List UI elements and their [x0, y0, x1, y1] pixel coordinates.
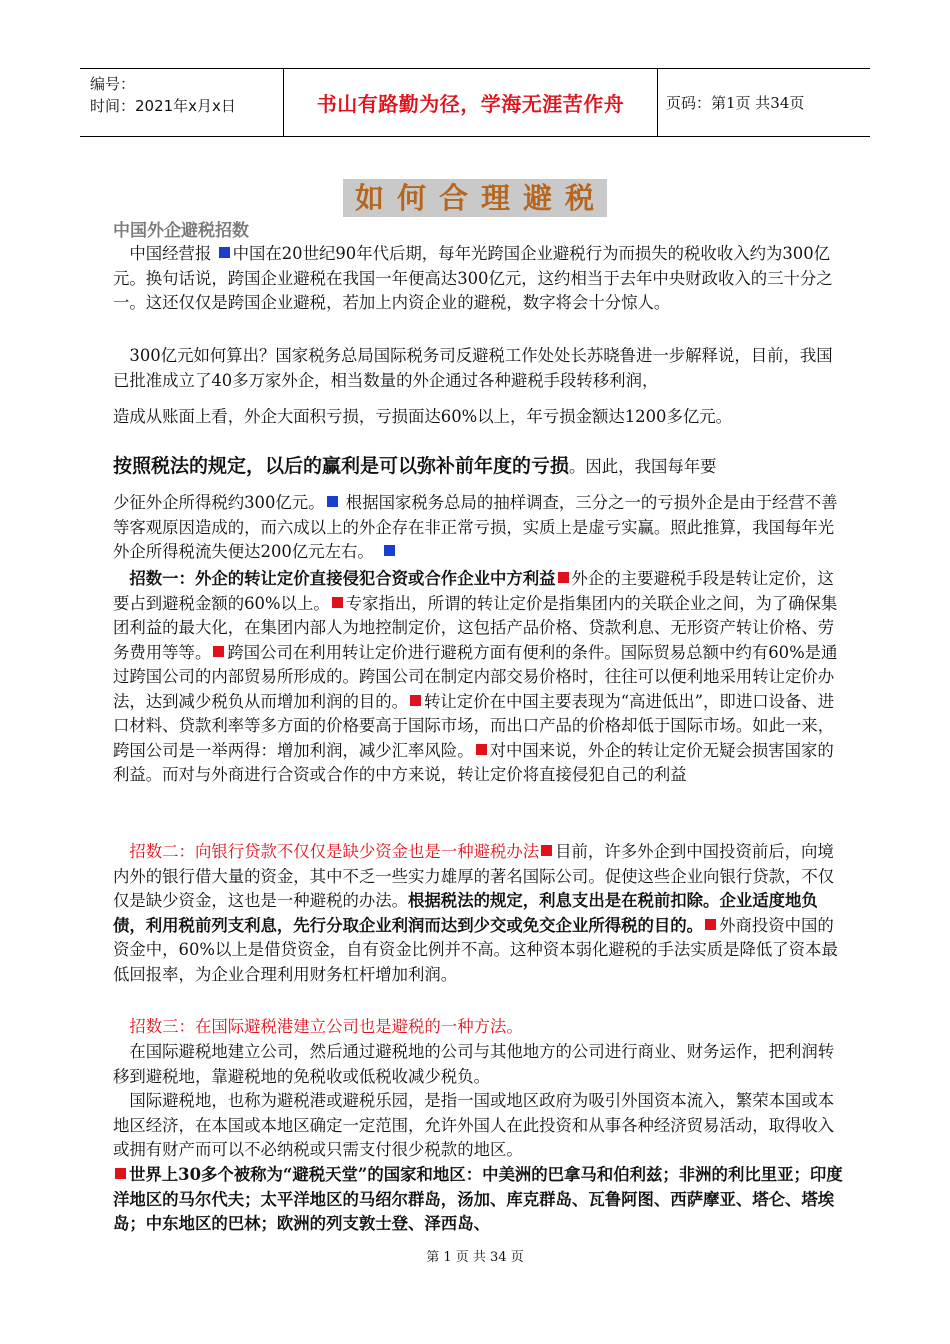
paragraph-text: 转让定价在中国主要表现为“高进低出”，即进口设备、进口材料、贷款利率等多方面的价格要高于国际市场，而出口产品的价格却低于国际市场。如此一来，跨国公司是一举两得：增加利润，减少汇率风险。	[113, 691, 835, 760]
section-three-title: 招数三：在国际避税港建立公司也是避税的一种方法。	[129, 1017, 523, 1036]
paragraph-loss	[113, 405, 846, 430]
red-bullet-icon	[115, 1168, 126, 1179]
paragraph-text: 少征外企所得税约300亿元。	[113, 493, 325, 512]
date-label: 时间：2021年x月x日	[90, 97, 236, 115]
paragraph-explain	[113, 344, 846, 393]
red-bullet-icon	[410, 695, 421, 706]
header-motto-cell	[283, 69, 658, 136]
page-header	[80, 68, 870, 137]
section-three-title-line	[113, 1015, 846, 1040]
number-label: 编号：	[90, 75, 136, 93]
paragraph-text: 。因此，我国每年要	[569, 457, 717, 476]
red-bullet-icon	[558, 572, 569, 583]
red-bullet-icon	[541, 845, 552, 856]
section-two-title: 招数二：向银行贷款不仅仅是缺少资金也是一种避税办法	[129, 842, 540, 861]
paragraph-law	[113, 454, 846, 480]
paragraph-haven-list	[113, 1163, 846, 1237]
red-bullet-icon	[705, 919, 716, 930]
blue-bullet-icon	[384, 545, 395, 556]
section-one-title: 招数一：外企的转让定价直接侵犯合资或合作企业中方利益	[129, 569, 556, 588]
page-footer: 第 1 页 共 34 页	[426, 1250, 524, 1265]
paragraph-text: 300亿元如何算出？国家税务总局国际税务司反避税工作处处长苏晓鲁进一步解释说，目前，我国已批准成立了40多万家外企，相当数量的外企通过各种避税手段转移利润，	[113, 346, 833, 390]
paragraph-haven-setup	[113, 1040, 846, 1089]
paragraph-text: 对中国来说，外企的转让定价无疑会损害国家的利益。而对与外商进行合资或合作的中方来说，转让定价将直接侵犯自己的利益	[113, 740, 834, 784]
red-bullet-icon	[332, 597, 343, 608]
blue-bullet-icon	[327, 496, 338, 507]
header-motto: 书山有路勤为径，学海无涯苦作舟	[316, 92, 625, 116]
section-one	[113, 567, 846, 788]
section-subhead: 中国外企避税招数	[113, 221, 249, 241]
paragraph-text: 中国在20世纪90年代后期，每年光跨国企业避税行为而损失的税收收入约为300亿元。换句话说，跨国企业避税在我国一年便高达300亿元，这约相当于去年中央财政收入的三十分之一。这还仅仅是跨国企业避税，若加上内资企业的避税，数字将会十分惊人。	[113, 244, 833, 312]
paragraph-text: 国际避税地，也称为避税港或避税乐园，是指一国或地区政府为吸引外国资本流入，繁荣本国或本地区经济，在本国或本地区确定一定范围，允许外国人在此投资和从事各种经济贸易活动，取得收入或拥有财产而可以不必纳税或只需支付很少税款的地区。	[113, 1091, 835, 1159]
paragraph-estimate	[113, 491, 846, 565]
paragraph-text: 专家指出，所谓的转让定价是指集团内的关联企业之间，为了确保集团利益的最大化，在集团内部人为地控制定价，这包括产品价格、贷款利息、无形资产转让价格、劳务费用等等。	[113, 593, 838, 662]
red-bullet-icon	[213, 646, 224, 657]
paragraph-text: 外商投资中国的资金中，60%以上是借贷资金，自有资金比例并不高。这种资本弱化避税的手法实质是降低了资本最低回报率，为企业合理利用财务杠杆增加利润。	[113, 915, 838, 984]
source-label: 中国经营报	[129, 244, 212, 263]
paragraph-text: 目前，许多外企到中国投资前后，向境内外的银行借大量的资金，其中不乏一些实力雄厚的著名国际公司。促使这些企业向银行贷款，不仅仅是缺少资金，这也是一种避税的办法。	[113, 842, 835, 910]
paragraph-text: 外企的主要避税手段是转让定价，这要占到避税金额的60%以上。	[113, 569, 834, 613]
paragraph-text: 根据国家税务总局的抽样调查，三分之一的亏损外企是由于经营不善等客观原因造成的，而六成以上的外企存在非正常亏损，实质上是虚亏实赢。照此推算，我国每年光外企所得税流失便达200亿元左右。	[113, 493, 838, 561]
document-title: 如何合理避税	[343, 179, 607, 217]
bold-statement: 根据税法的规定，利息支出是在税前扣除。企业适度地负债，利用税前列支利息，先行分取企业利润而达到少交或免交企业所得税的目的。	[113, 891, 818, 935]
header-meta	[90, 73, 236, 117]
paragraph-text: 跨国公司在利用转让定价进行避税方面有便利的条件。国际贸易总额中约有60%是通过跨国公司的内部贸易所形成的。跨国公司在制定内部交易价格时，往往可以便利地采用转让定价办法，达到减少税负从而增加利润的目的。	[113, 642, 838, 711]
paragraph-text: 在国际避税地建立公司，然后通过避税地的公司与其他地方的公司进行商业、财务运作，把利润转移到避税地，靠避税地的免税收或低税收减少税负。	[113, 1042, 835, 1086]
paragraph-intro	[113, 242, 846, 316]
document-title-wrap	[0, 176, 950, 217]
blue-bullet-icon	[219, 247, 230, 258]
red-bullet-icon	[476, 744, 487, 755]
page-indicator: 页码：第1页 共34页	[666, 94, 805, 112]
bold-statement: 按照税法的规定，以后的赢利是可以弥补前年度的亏损	[113, 455, 570, 477]
paragraph-text: 造成从账面上看，外企大面积亏损，亏损面达60%以上，年亏损金额达1200多亿元。	[113, 407, 733, 426]
section-two	[113, 840, 846, 987]
bold-statement: 世界上30多个被称为“避税天堂”的国家和地区：中美洲的巴拿马和伯利兹；非洲的利比里亚；印度洋地区的马尔代夫；太平洋地区的马绍尔群岛，汤加、库克群岛、瓦鲁阿图、西萨摩亚、塔仑、塔埃岛；中东地区的巴林；欧洲的列支敦士登、泽西岛、	[113, 1165, 843, 1233]
paragraph-haven-define	[113, 1089, 846, 1163]
